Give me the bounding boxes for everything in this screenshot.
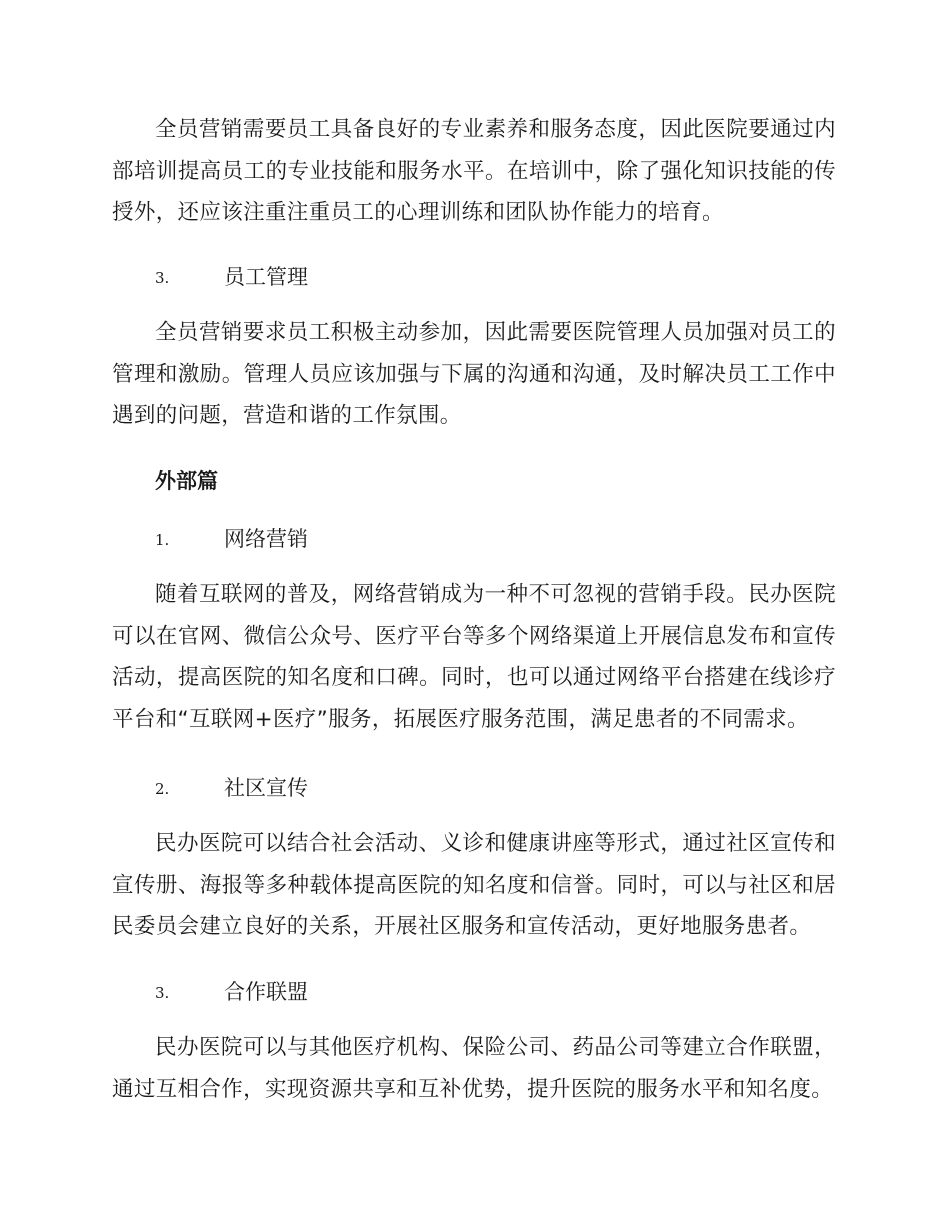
list-label: 合作联盟 — [224, 980, 308, 1004]
list-number: 3. — [155, 984, 170, 1002]
paragraph-management: 全员营销要求员工积极主动参加，因此需要医院管理人员加强对员工的管理和激励。管理人员应该加强与下属的沟通和沟通，及时解决员工工作中遇到的问题，营造和谐的工作氛围。 — [112, 320, 836, 428]
list-label: 社区宣传 — [224, 776, 308, 800]
list-label: 员工管理 — [224, 265, 308, 289]
section-heading: 外部篇 — [155, 469, 218, 493]
paragraph-alliance: 民办医院可以与其他医疗机构、保险公司、药品公司等建立合作联盟，通过互相合作，实现资源共享和互补优势，提升医院的服务水平和知名度。 — [112, 1035, 836, 1102]
paragraph-training: 全员营销需要员工具备良好的专业素养和服务态度，因此医院要通过内部培训提高员工的专业技能和服务水平。在培训中，除了强化知识技能的传授外，还应该注重注重员工的心理训练和团队协作能力的培育。 — [112, 117, 836, 225]
list-number: 2. — [155, 780, 170, 798]
paragraph-online-marketing: 随着互联网的普及，网络营销成为一种不可忽视的营销手段。民办医院可以在官网、微信公众号、医疗平台等多个网络渠道上开展信息发布和宣传活动，提高医院的知名度和口碑。同时，也可以通过网络平台搭建在线诊疗平台和“互联网+医疗”服务，拓展医疗服务范围，满足患者的不同需求。 — [112, 582, 836, 732]
paragraph-community: 民办医院可以结合社会活动、义诊和健康讲座等形式，通过社区宣传和宣传册、海报等多种载体提高医院的知名度和信誉。同时，可以与社区和居民委员会建立良好的关系，开展社区服务和宣传活动，更好地服务患者。 — [112, 831, 836, 939]
list-label: 网络营销 — [224, 527, 308, 551]
list-number: 3. — [155, 269, 170, 287]
list-number: 1. — [155, 531, 170, 549]
